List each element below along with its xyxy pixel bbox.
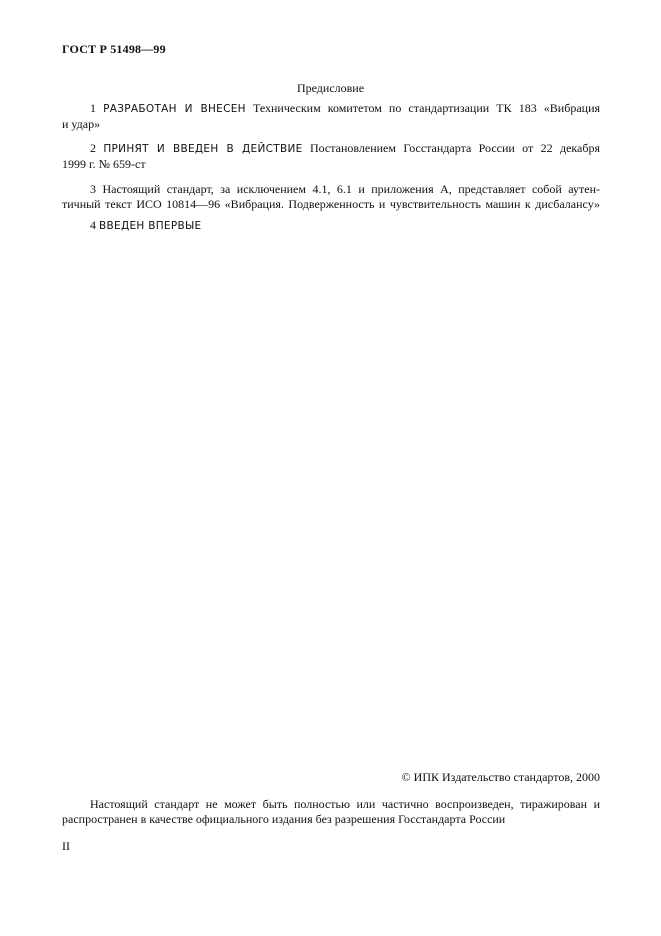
- preface-item-2-line2: 1999 г. № 659-ст: [62, 157, 146, 171]
- preface-item-3-line2: тичный текст ИСО 10814—96 «Вибрация. Подверженность и чувствительность машин к дисбалансу»: [62, 197, 600, 211]
- preface-item-1: [62, 101, 600, 132]
- preface-item-1-line2: и удар»: [62, 117, 101, 131]
- item-number: 2: [90, 141, 96, 155]
- item-heading-caps: ПРИНЯТ И ВВЕДЕН В ДЕЙСТВИЕ: [103, 143, 303, 155]
- page-number: II: [62, 839, 70, 853]
- preface-item-4-line1: [62, 218, 600, 234]
- preface-item-1-line1: [62, 101, 600, 117]
- notice-line-2: распространен в качестве официального издания без разрешения Госстандарта России: [62, 812, 506, 826]
- preface-item-4: [62, 218, 600, 234]
- preface-item-3-line1: [62, 182, 600, 197]
- item-number: 1: [90, 101, 96, 115]
- item-text: Постановлением Госстандарта России от 22 декабря: [309, 141, 601, 155]
- item-number: 3: [90, 182, 96, 196]
- notice-line-1: Настоящий стандарт не может быть полностью или частично воспроизведен, тиражирован и: [90, 797, 600, 811]
- standard-code: ГОСТ Р 51498—99: [62, 42, 166, 56]
- reproduction-notice: [62, 797, 600, 827]
- preface-item-2-line1: [62, 141, 600, 157]
- preface-title: Предисловие: [296, 81, 365, 95]
- preface-item-3: [62, 182, 600, 212]
- preface-item-2: [62, 141, 600, 172]
- item-text: Настоящий стандарт, за исключением 4.1, 6.1 и приложения А, представляет собой аутен-: [102, 182, 601, 196]
- item-heading-caps: РАЗРАБОТАН И ВНЕСЕН: [103, 103, 246, 115]
- item-text: Техническим комитетом по стандартизации ТК 183 «Вибрация: [252, 101, 601, 115]
- item-number: 4: [90, 218, 96, 232]
- item-heading-caps: ВВЕДЕН ВПЕРВЫЕ: [99, 220, 202, 232]
- copyright-notice: © ИПК Издательство стандартов, 2000: [401, 770, 600, 784]
